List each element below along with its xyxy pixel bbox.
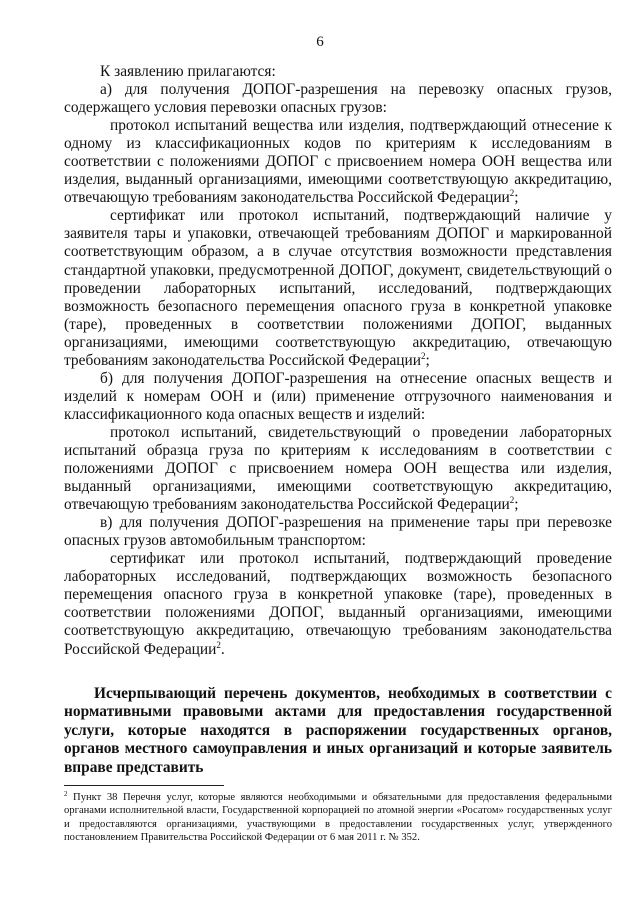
item-a-paragraph-2: сертификат или протокол испытаний, подтверждающий наличие у заявителя тары и упаковки, отвечающей требованиям ДОПОГ и маркированной соответствующим образом, а в случае отсутствия возможности представления стандартной упаковки, предусмотренной ДОПОГ, документ, свидетельствующий о проведении лабораторных испытаний, исследований, подтверждающих возможность безопасного перемещения опасного груза в конкретной упаковке (таре), проведенных в соответствии положениями ДОПОГ, выданных организациями, имеющими соответствующую аккредитацию, отвечающую требованиям законодательства Российской Федерации$^2$; [64,207,612,369]
item-b-paragraph-1: протокол испытаний, свидетельствующий о проведении лабораторных испытаний образца груза по критериям к исследованиям в соответствии с положениями ДОПОГ с присвоением номера ООН вещества или изделия, выданный организациями, имеющими соответствующую аккредитацию, отвечающую требованиям законодательства Российской Федерации$^2$; [64,423,612,514]
footnote [64,791,612,844]
item-c: в) для получения ДОПОГ-разрешения на применение тары при перевозке опасных грузов автомобильным транспортом: [64,514,612,550]
document-body [64,63,612,777]
page-number: 6 [316,34,324,50]
item-c-paragraph-1: сертификат или протокол испытаний, подтверждающий проведение лабораторных исследований, подтверждающих возможность безопасного перемещения опасного груза в конкретной упаковке (таре), проведенных в соответствии положениями ДОПОГ, выданный организациями, имеющими соответствующую аккредитацию, отвечающую требованиям законодательства Российской Федерации$^2$. [64,550,612,658]
footnote-divider [64,785,224,786]
footnote-ref: 2 [509,188,515,199]
footnote-ref: 2 [216,639,221,650]
section-heading: Исчерпывающий перечень документов, необходимых в соответствии с нормативными правовыми актами для предоставления государственной услуги, которые находятся в распоряжении государственных органов, органов местного самоуправления и иных организаций и которые заявитель вправе представить [64,684,612,776]
footnote-ref: 2 [421,350,426,361]
intro-line: К заявлению прилагаются: [100,63,276,80]
item-a: а) для получения ДОПОГ-разрешения на перевозку опасных грузов, содержащего условия перевозки опасных грузов: [64,81,612,117]
item-a-paragraph-1: протокол испытаний вещества или изделия, подтверждающий отнесение к одному из классификационных кодов по критериям к исследованиям в соответствии с положениями ДОПОГ с присвоением номера ООН вещества или изделия, выданный организациями, имеющими соответствующую аккредитацию, отвечающую требованиям законодательства Российской Федерации$^2$; [64,117,612,207]
footnote-marker: 2 [64,790,68,798]
footnote-ref: 2 [509,495,515,506]
footnote-text: Пункт 38 Перечня услуг, которые являются необходимыми и обязательными для предоставления федеральными органами исполнительной власти, Государственной корпорацией по атомной энергии «Росатом» государственных услуг и предоставляются организациями, участвующими в предоставлении государственных услуг, утвержденного постановлением Правительства Российской Федерации от 6 мая 2011 г. № 352. [64,792,612,843]
item-b: б) для получения ДОПОГ-разрешения на отнесение опасных веществ и изделий к номерам ООН и (или) применение отгрузочного наименования и классификационного кода опасных веществ и изделий: [64,369,612,423]
